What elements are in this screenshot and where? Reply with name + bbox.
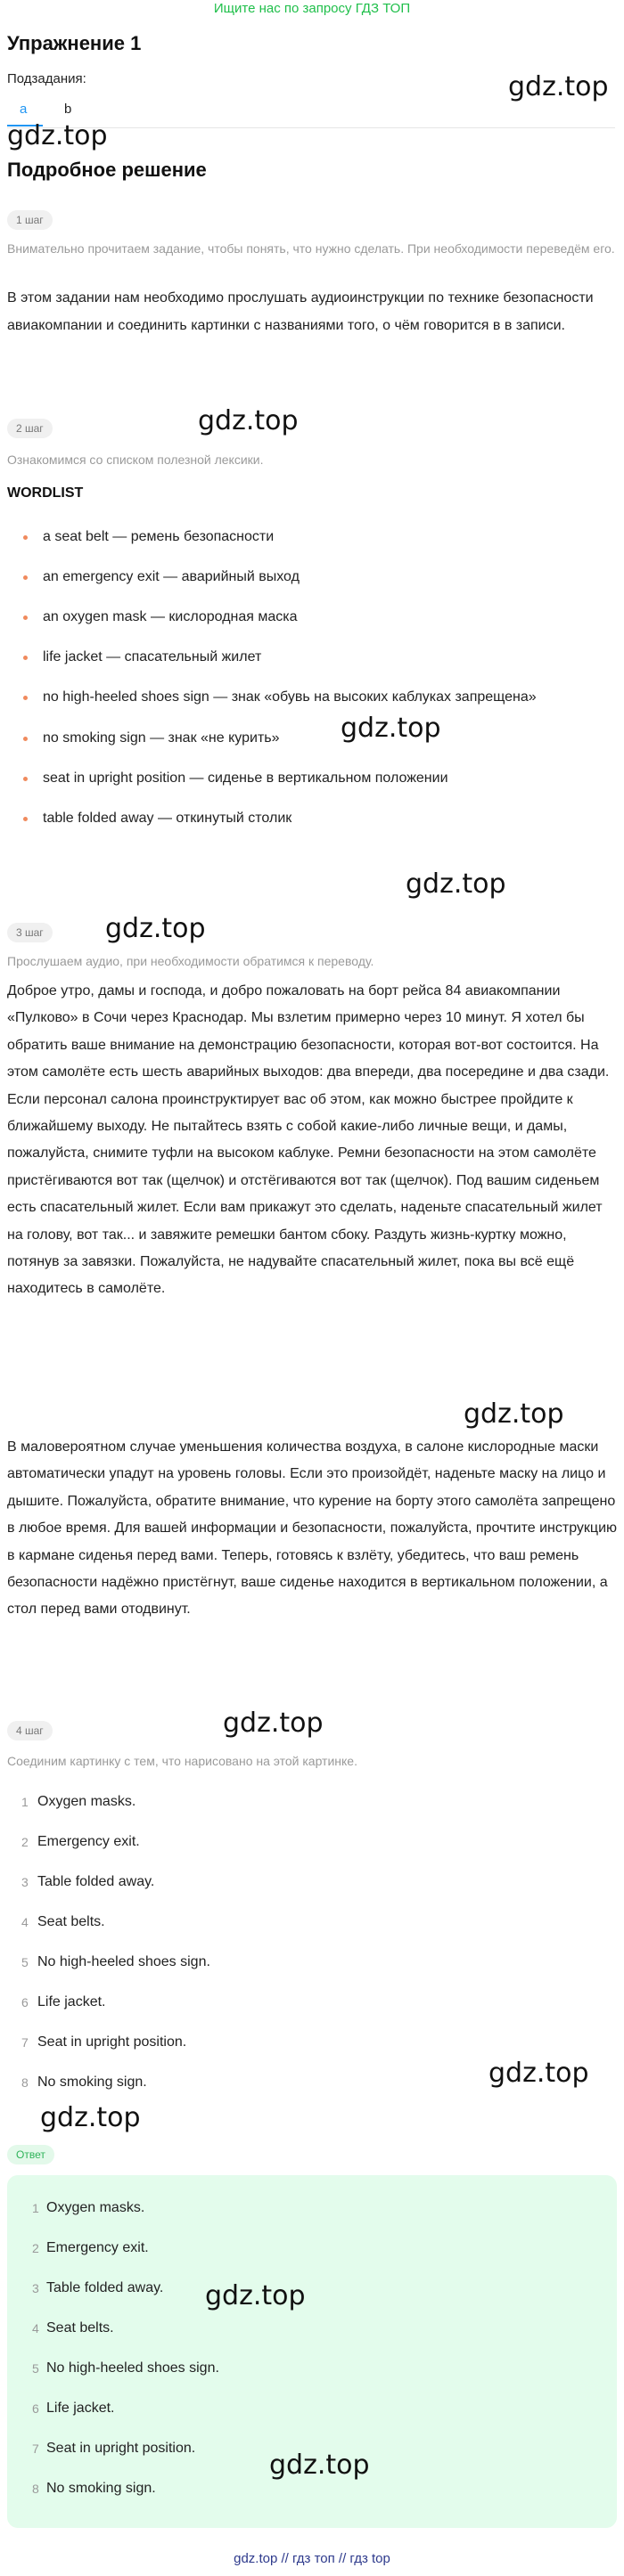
watermark: gdz.top [40,2102,141,2133]
step-3-badge: 3 шаг [7,923,53,942]
wordlist-item: no smoking sign — знак «не курить» [7,725,617,752]
exercise-title: Упражнение 1 [7,32,142,54]
list-item: 5 No high-heeled shoes sign. [21,1954,210,1969]
answer-item: 5 No high-heeled shoes sign. [32,2360,219,2376]
answer-item: 4 Seat belts. [32,2320,114,2336]
bullet-dot-icon [23,737,28,741]
answer-item: 7 Seat in upright position. [32,2441,196,2456]
answer-item: 3 Table folded away. [32,2280,164,2295]
subtasks-label: Подзадания: [7,71,86,86]
wordlist-item: table folded away — откинутый столик [7,805,617,832]
top-banner[interactable]: Ищите нас по запросу ГДЗ ТОП [213,1,411,16]
list-item: 1 Oxygen masks. [21,1794,136,1809]
list-item: 3 Table folded away. [21,1874,155,1889]
list-item: 6 Life jacket. [21,1994,106,2009]
watermark: gdz.top [7,120,108,151]
watermark: gdz.top [223,1708,324,1739]
watermark: gdz.top [508,71,609,102]
wordlist-item: a seat belt — ремень безопасности [7,524,617,550]
watermark: gdz.top [198,405,299,436]
answer-item: 2 Emergency exit. [32,2240,149,2255]
step-4-hint: Соединим картинку с тем, что нарисовано на этой картинке. [7,1754,357,1768]
watermark: gdz.top [105,913,206,944]
wordlist [7,524,617,845]
wordlist-item: an emergency exit — аварийный выход [7,564,617,591]
step-1-text: В этом задании нам необходимо прослушать аудиоинструкции по технике безопасности авиакомпании и соединить картинки с названиями того, о чём говорится в в записи. [7,290,594,333]
step-2-hint: Ознакомимся со списком полезной лексики. [7,452,264,467]
list-item: 8 No smoking sign. [21,2075,147,2090]
bullet-dot-icon [23,817,28,821]
step-1-hint: Внимательно прочитаем задание, чтобы понять, что нужно сделать. При необходимости переведём его. [7,241,615,256]
bullet-dot-icon [23,535,28,540]
answer-item: 6 Life jacket. [32,2401,115,2416]
bullet-dot-icon [23,615,28,620]
footer-links[interactable]: gdz.top // гдз топ // гдз top [234,2551,390,2566]
watermark: gdz.top [489,2058,589,2089]
tab-b[interactable]: b [64,102,72,117]
list-item: 7 Seat in upright position. [21,2034,187,2050]
bullet-dot-icon [23,696,28,700]
step-4-badge: 4 шаг [7,1721,53,1740]
watermark: gdz.top [406,868,506,900]
step-3-hint: Прослушаем аудио, при необходимости обратимся к переводу. [7,954,374,968]
watermark: gdz.top [269,2450,370,2481]
step-3-paragraph-1: Доброе утро, дамы и господа, и добро пожаловать на борт рейса 84 авиакомпании «Пулково» в Сочи через Краснодар. Мы взлетим примерно через 10 минут. Я хотел бы обратить ваше внимание на демонстрацию безопасности, которая вот-вот состоится. На этом самолёте есть шесть аварийных выходов: два впереди, два посередине и два сзади. Если персонал салона проинструктирует вас об этом, как можно быстрее пройдите к ближайшему выходу. Не пытайтесь взять с собой какие-либо личные вещи, и дамы, пожалуйста, снимите туфли на высоком каблуке. Ремни безопасности на этом самолёте пристёгиваются вот так (щелчок) и отстёгиваются вот так (щелчок). Под вашим сиденьем есть спасательный жилет. Если вам прикажут это сделать, наденьте спасательный жилет на голову, вот так... и завяжите ремешки бантом сбоку. Раздуть жизнь-куртку можно, потянув за завязки. Пожалуйста, не надувайте спасательный жилет, пока вы всё ещё находитесь в самолёте. [7,983,610,1297]
list-item: 2 Emergency exit. [21,1834,140,1849]
wordlist-item: life jacket — спасательный жилет [7,644,617,671]
list-item: 4 Seat belts. [21,1914,105,1929]
step-3-paragraph-2: В маловероятном случае уменьшения количества воздуха, в салоне кислородные маски автоматически упадут на уровень головы. Если это произойдёт, наденьте маску на лицо и дышите. Пожалуйста, обратите внимание, что курение на борту этого самолёта запрещено в любое время. Для вашей информации и безопасности, пожалуйста, прочтите инструкцию в кармане сиденья перед вами. Теперь, готовясь к взлёту, убедитесь, что ваш ремень безопасности надёжно пристёгнут, ваше сиденье находится в вертикальном положении, а стол перед вами отодвинут. [7,1439,618,1618]
wordlist-item: no high-heeled shoes sign — знак «обувь на высоких каблуках запрещена» [7,684,617,711]
watermark: gdz.top [205,2280,306,2311]
answer-item: 1 Oxygen masks. [32,2200,145,2215]
step-1-badge: 1 шаг [7,210,53,230]
bullet-dot-icon [23,777,28,781]
solution-title: Подробное решение [7,159,207,181]
step-2-badge: 2 шаг [7,419,53,438]
bullet-dot-icon [23,656,28,660]
bullet-dot-icon [23,575,28,580]
wordlist-title: WORDLIST [7,485,84,501]
wordlist-item: an oxygen mask — кислородная маска [7,604,617,631]
answer-badge: Ответ [7,2145,54,2164]
answer-item: 8 No smoking sign. [32,2481,156,2496]
watermark: gdz.top [341,713,441,744]
tab-a[interactable]: a [20,102,28,117]
watermark: gdz.top [464,1398,564,1430]
wordlist-item: seat in upright position — сиденье в вертикальном положении [7,765,617,792]
